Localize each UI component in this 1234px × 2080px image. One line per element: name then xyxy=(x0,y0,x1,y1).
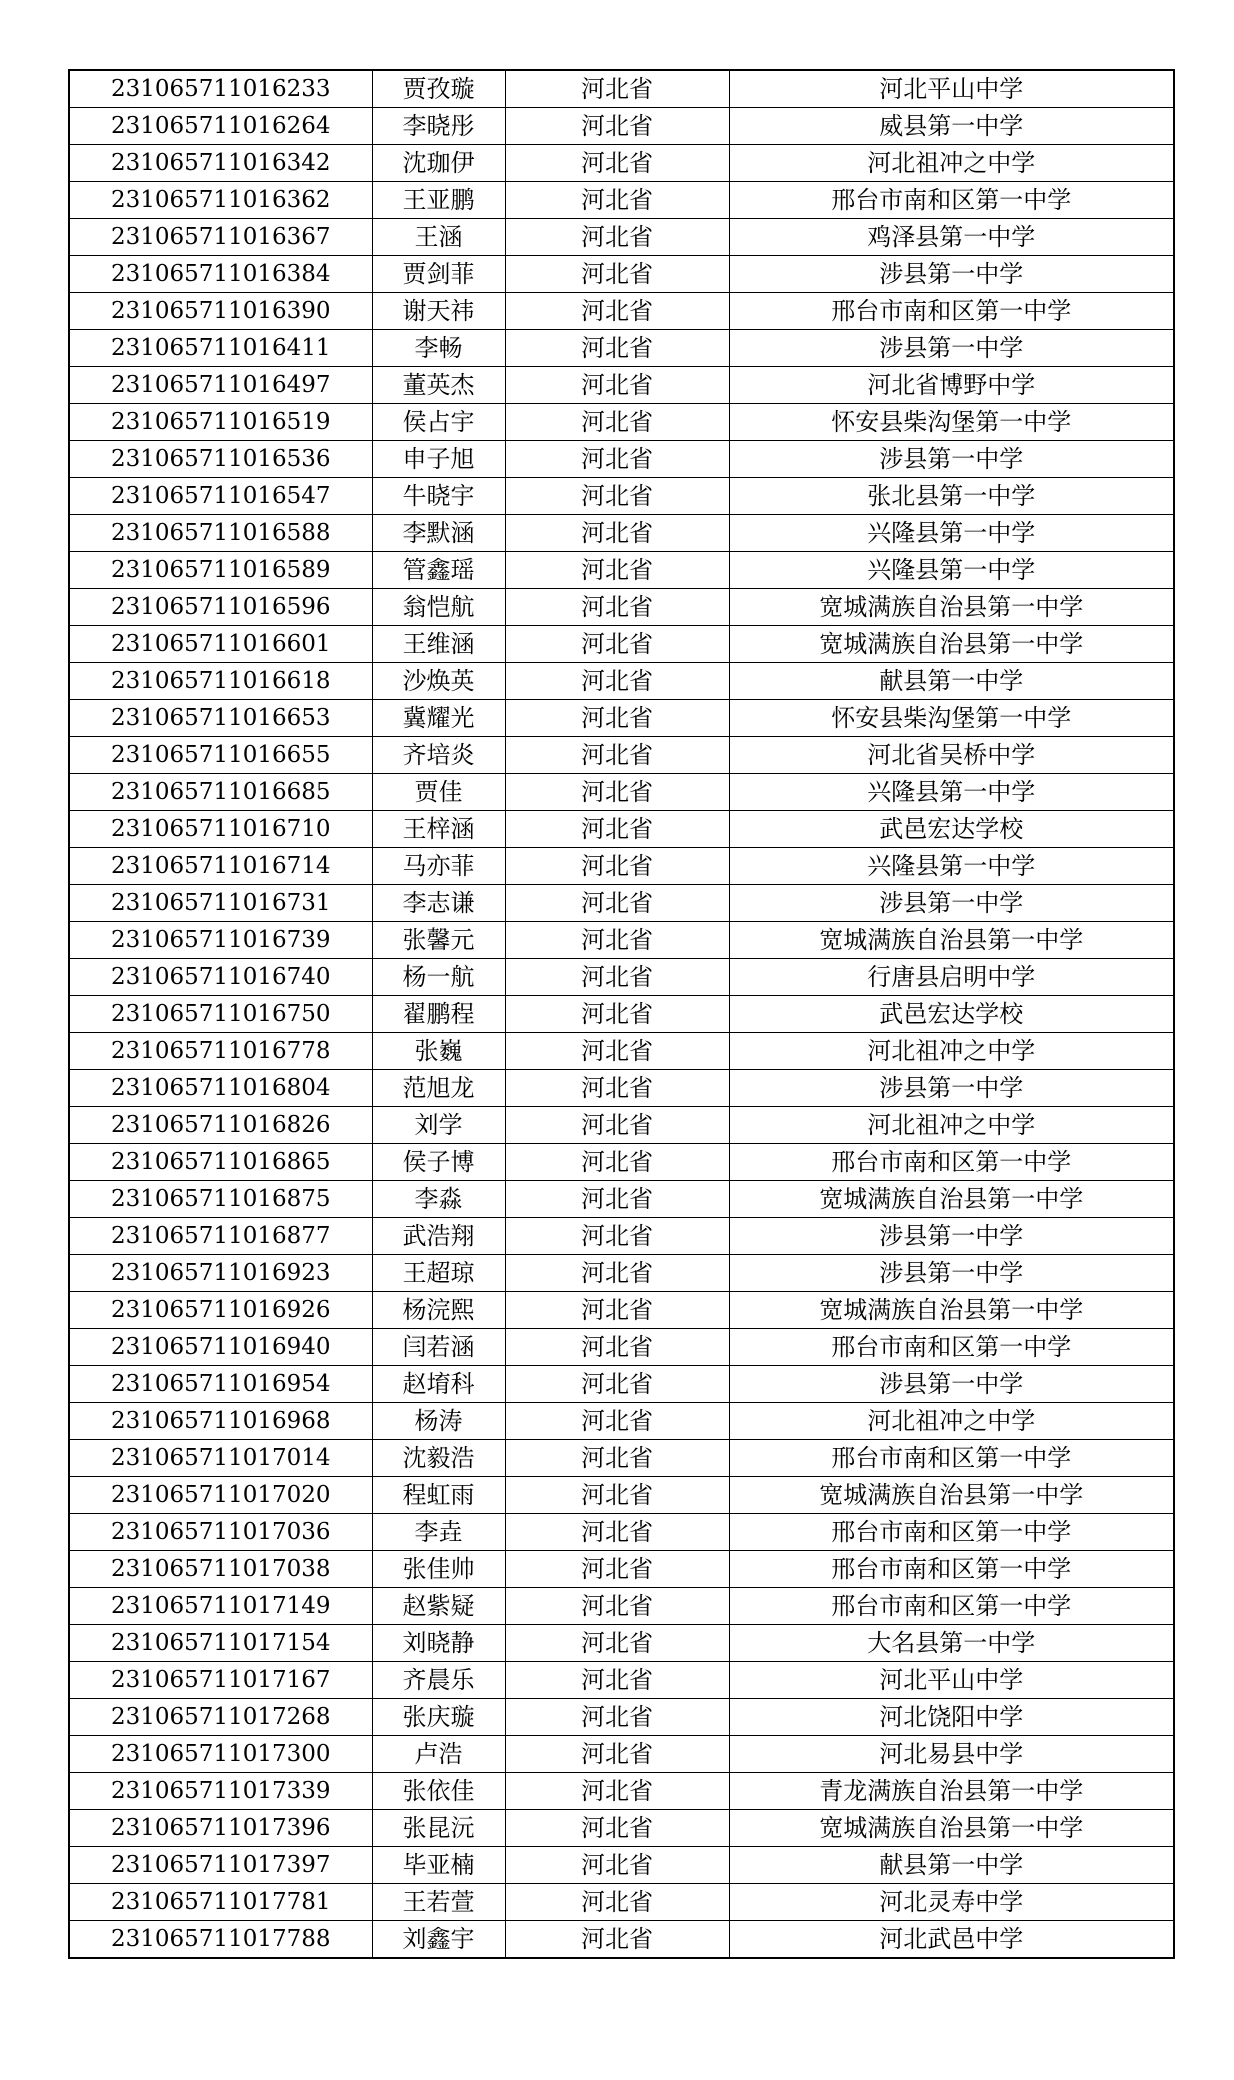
table-row xyxy=(69,1366,1174,1403)
province-cell: 河北省 xyxy=(505,1255,729,1292)
student-name-cell: 卢浩 xyxy=(372,1736,505,1773)
student-name-cell: 贾佳 xyxy=(372,774,505,811)
school-cell: 武邑宏达学校 xyxy=(729,811,1174,848)
student-name-cell: 杨涛 xyxy=(372,1403,505,1440)
province-cell: 河北省 xyxy=(505,367,729,404)
province-cell: 河北省 xyxy=(505,108,729,145)
exam-id-cell: 231065711016740 xyxy=(69,959,372,996)
table-row xyxy=(69,293,1174,330)
province-cell: 河北省 xyxy=(505,811,729,848)
table-row xyxy=(69,1329,1174,1366)
table-row xyxy=(69,256,1174,293)
table-row xyxy=(69,1181,1174,1218)
student-name-cell: 贾剑菲 xyxy=(372,256,505,293)
province-cell: 河北省 xyxy=(505,959,729,996)
table-row xyxy=(69,1403,1174,1440)
student-name-cell: 马亦菲 xyxy=(372,848,505,885)
province-cell: 河北省 xyxy=(505,1662,729,1699)
table-row xyxy=(69,108,1174,145)
student-name-cell: 刘学 xyxy=(372,1107,505,1144)
table-row xyxy=(69,70,1174,108)
school-cell: 宽城满族自治县第一中学 xyxy=(729,626,1174,663)
province-cell: 河北省 xyxy=(505,70,729,108)
school-cell: 宽城满族自治县第一中学 xyxy=(729,1810,1174,1847)
table-row xyxy=(69,1514,1174,1551)
province-cell: 河北省 xyxy=(505,404,729,441)
school-cell: 河北祖冲之中学 xyxy=(729,1033,1174,1070)
table-row xyxy=(69,848,1174,885)
school-cell: 邢台市南和区第一中学 xyxy=(729,1551,1174,1588)
province-cell: 河北省 xyxy=(505,1107,729,1144)
province-cell: 河北省 xyxy=(505,589,729,626)
school-cell: 邢台市南和区第一中学 xyxy=(729,182,1174,219)
school-cell: 兴隆县第一中学 xyxy=(729,552,1174,589)
table-row xyxy=(69,922,1174,959)
table-row xyxy=(69,1218,1174,1255)
exam-id-cell: 231065711016596 xyxy=(69,589,372,626)
school-cell: 行唐县启明中学 xyxy=(729,959,1174,996)
province-cell: 河北省 xyxy=(505,1366,729,1403)
student-name-cell: 董英杰 xyxy=(372,367,505,404)
province-cell: 河北省 xyxy=(505,1699,729,1736)
roster-table-body xyxy=(69,70,1174,1958)
school-cell: 邢台市南和区第一中学 xyxy=(729,1514,1174,1551)
school-cell: 涉县第一中学 xyxy=(729,256,1174,293)
exam-id-cell: 231065711016710 xyxy=(69,811,372,848)
table-row xyxy=(69,219,1174,256)
exam-id-cell: 231065711016384 xyxy=(69,256,372,293)
province-cell: 河北省 xyxy=(505,1440,729,1477)
province-cell: 河北省 xyxy=(505,182,729,219)
exam-id-cell: 231065711016601 xyxy=(69,626,372,663)
school-cell: 宽城满族自治县第一中学 xyxy=(729,922,1174,959)
school-cell: 涉县第一中学 xyxy=(729,1255,1174,1292)
exam-id-cell: 231065711016778 xyxy=(69,1033,372,1070)
exam-id-cell: 231065711016954 xyxy=(69,1366,372,1403)
table-row xyxy=(69,1662,1174,1699)
exam-id-cell: 231065711016390 xyxy=(69,293,372,330)
school-cell: 邢台市南和区第一中学 xyxy=(729,293,1174,330)
exam-id-cell: 231065711016411 xyxy=(69,330,372,367)
school-cell: 河北平山中学 xyxy=(729,70,1174,108)
province-cell: 河北省 xyxy=(505,885,729,922)
province-cell: 河北省 xyxy=(505,1033,729,1070)
student-name-cell: 牛晓宇 xyxy=(372,478,505,515)
province-cell: 河北省 xyxy=(505,1921,729,1959)
table-row xyxy=(69,1625,1174,1662)
exam-id-cell: 231065711017014 xyxy=(69,1440,372,1477)
province-cell: 河北省 xyxy=(505,1218,729,1255)
exam-id-cell: 231065711016264 xyxy=(69,108,372,145)
table-row xyxy=(69,1699,1174,1736)
student-name-cell: 翟鹏程 xyxy=(372,996,505,1033)
table-row xyxy=(69,811,1174,848)
table-row xyxy=(69,367,1174,404)
table-row xyxy=(69,774,1174,811)
student-name-cell: 沈毅浩 xyxy=(372,1440,505,1477)
student-name-cell: 张庆璇 xyxy=(372,1699,505,1736)
exam-id-cell: 231065711017038 xyxy=(69,1551,372,1588)
province-cell: 河北省 xyxy=(505,1514,729,1551)
student-name-cell: 谢天祎 xyxy=(372,293,505,330)
student-name-cell: 张昆沅 xyxy=(372,1810,505,1847)
province-cell: 河北省 xyxy=(505,293,729,330)
province-cell: 河北省 xyxy=(505,1884,729,1921)
exam-id-cell: 231065711016875 xyxy=(69,1181,372,1218)
province-cell: 河北省 xyxy=(505,848,729,885)
province-cell: 河北省 xyxy=(505,1588,729,1625)
province-cell: 河北省 xyxy=(505,663,729,700)
table-row xyxy=(69,1144,1174,1181)
table-row xyxy=(69,626,1174,663)
province-cell: 河北省 xyxy=(505,145,729,182)
student-name-cell: 杨一航 xyxy=(372,959,505,996)
student-name-cell: 侯子博 xyxy=(372,1144,505,1181)
student-name-cell: 张馨元 xyxy=(372,922,505,959)
school-cell: 河北省博野中学 xyxy=(729,367,1174,404)
table-row xyxy=(69,478,1174,515)
province-cell: 河北省 xyxy=(505,478,729,515)
table-row xyxy=(69,589,1174,626)
school-cell: 宽城满族自治县第一中学 xyxy=(729,589,1174,626)
exam-id-cell: 231065711017300 xyxy=(69,1736,372,1773)
province-cell: 河北省 xyxy=(505,1477,729,1514)
exam-id-cell: 231065711017154 xyxy=(69,1625,372,1662)
school-cell: 涉县第一中学 xyxy=(729,885,1174,922)
table-row xyxy=(69,959,1174,996)
school-cell: 涉县第一中学 xyxy=(729,330,1174,367)
exam-id-cell: 231065711016750 xyxy=(69,996,372,1033)
student-name-cell: 杨浣熙 xyxy=(372,1292,505,1329)
exam-id-cell: 231065711016714 xyxy=(69,848,372,885)
province-cell: 河北省 xyxy=(505,1551,729,1588)
student-name-cell: 张依佳 xyxy=(372,1773,505,1810)
exam-id-cell: 231065711016589 xyxy=(69,552,372,589)
school-cell: 河北易县中学 xyxy=(729,1736,1174,1773)
province-cell: 河北省 xyxy=(505,922,729,959)
student-name-cell: 王亚鹏 xyxy=(372,182,505,219)
exam-id-cell: 231065711016685 xyxy=(69,774,372,811)
exam-id-cell: 231065711017020 xyxy=(69,1477,372,1514)
exam-id-cell: 231065711016731 xyxy=(69,885,372,922)
province-cell: 河北省 xyxy=(505,1329,729,1366)
exam-id-cell: 231065711016877 xyxy=(69,1218,372,1255)
student-name-cell: 李畅 xyxy=(372,330,505,367)
student-name-cell: 程虹雨 xyxy=(372,1477,505,1514)
exam-id-cell: 231065711017396 xyxy=(69,1810,372,1847)
province-cell: 河北省 xyxy=(505,552,729,589)
exam-id-cell: 231065711017149 xyxy=(69,1588,372,1625)
school-cell: 河北省吴桥中学 xyxy=(729,737,1174,774)
school-cell: 河北祖冲之中学 xyxy=(729,145,1174,182)
province-cell: 河北省 xyxy=(505,1070,729,1107)
school-cell: 涉县第一中学 xyxy=(729,1070,1174,1107)
student-name-cell: 闫若涵 xyxy=(372,1329,505,1366)
table-row xyxy=(69,441,1174,478)
exam-id-cell: 231065711017268 xyxy=(69,1699,372,1736)
student-name-cell: 武浩翔 xyxy=(372,1218,505,1255)
roster-table xyxy=(68,69,1175,1959)
exam-id-cell: 231065711016826 xyxy=(69,1107,372,1144)
student-name-cell: 赵紫疑 xyxy=(372,1588,505,1625)
student-name-cell: 申子旭 xyxy=(372,441,505,478)
exam-id-cell: 231065711016926 xyxy=(69,1292,372,1329)
student-name-cell: 赵堉科 xyxy=(372,1366,505,1403)
school-cell: 宽城满族自治县第一中学 xyxy=(729,1181,1174,1218)
school-cell: 河北武邑中学 xyxy=(729,1921,1174,1959)
table-row xyxy=(69,1440,1174,1477)
table-row xyxy=(69,1736,1174,1773)
table-row xyxy=(69,1107,1174,1144)
table-row xyxy=(69,663,1174,700)
student-name-cell: 王若萱 xyxy=(372,1884,505,1921)
exam-id-cell: 231065711016536 xyxy=(69,441,372,478)
exam-id-cell: 231065711016923 xyxy=(69,1255,372,1292)
province-cell: 河北省 xyxy=(505,1625,729,1662)
exam-id-cell: 231065711016233 xyxy=(69,70,372,108)
table-row xyxy=(69,1773,1174,1810)
exam-id-cell: 231065711017781 xyxy=(69,1884,372,1921)
student-name-cell: 管鑫瑶 xyxy=(372,552,505,589)
province-cell: 河北省 xyxy=(505,1810,729,1847)
school-cell: 献县第一中学 xyxy=(729,663,1174,700)
province-cell: 河北省 xyxy=(505,1144,729,1181)
table-row xyxy=(69,737,1174,774)
school-cell: 涉县第一中学 xyxy=(729,441,1174,478)
exam-id-cell: 231065711016367 xyxy=(69,219,372,256)
exam-id-cell: 231065711017036 xyxy=(69,1514,372,1551)
exam-id-cell: 231065711016655 xyxy=(69,737,372,774)
student-name-cell: 李垚 xyxy=(372,1514,505,1551)
table-row xyxy=(69,996,1174,1033)
student-name-cell: 张佳帅 xyxy=(372,1551,505,1588)
school-cell: 怀安县柴沟堡第一中学 xyxy=(729,700,1174,737)
exam-id-cell: 231065711016653 xyxy=(69,700,372,737)
province-cell: 河北省 xyxy=(505,626,729,663)
school-cell: 武邑宏达学校 xyxy=(729,996,1174,1033)
school-cell: 大名县第一中学 xyxy=(729,1625,1174,1662)
student-name-cell: 毕亚楠 xyxy=(372,1847,505,1884)
exam-id-cell: 231065711016547 xyxy=(69,478,372,515)
table-row xyxy=(69,330,1174,367)
table-row xyxy=(69,1884,1174,1921)
student-name-cell: 李晓彤 xyxy=(372,108,505,145)
school-cell: 邢台市南和区第一中学 xyxy=(729,1588,1174,1625)
student-name-cell: 齐晨乐 xyxy=(372,1662,505,1699)
province-cell: 河北省 xyxy=(505,737,729,774)
exam-id-cell: 231065711016804 xyxy=(69,1070,372,1107)
province-cell: 河北省 xyxy=(505,1181,729,1218)
province-cell: 河北省 xyxy=(505,1773,729,1810)
exam-id-cell: 231065711016519 xyxy=(69,404,372,441)
table-row xyxy=(69,1847,1174,1884)
table-row xyxy=(69,1588,1174,1625)
student-name-cell: 冀耀光 xyxy=(372,700,505,737)
school-cell: 宽城满族自治县第一中学 xyxy=(729,1477,1174,1514)
student-name-cell: 张巍 xyxy=(372,1033,505,1070)
student-name-cell: 王超琼 xyxy=(372,1255,505,1292)
province-cell: 河北省 xyxy=(505,330,729,367)
school-cell: 河北平山中学 xyxy=(729,1662,1174,1699)
student-name-cell: 侯占宇 xyxy=(372,404,505,441)
province-cell: 河北省 xyxy=(505,219,729,256)
table-row xyxy=(69,1292,1174,1329)
table-row xyxy=(69,182,1174,219)
exam-id-cell: 231065711016618 xyxy=(69,663,372,700)
exam-id-cell: 231065711017397 xyxy=(69,1847,372,1884)
table-row xyxy=(69,1255,1174,1292)
table-row xyxy=(69,885,1174,922)
province-cell: 河北省 xyxy=(505,441,729,478)
table-row xyxy=(69,515,1174,552)
province-cell: 河北省 xyxy=(505,1403,729,1440)
student-name-cell: 沈珈伊 xyxy=(372,145,505,182)
student-name-cell: 王涵 xyxy=(372,219,505,256)
table-row xyxy=(69,145,1174,182)
exam-id-cell: 231065711016968 xyxy=(69,1403,372,1440)
exam-id-cell: 231065711016739 xyxy=(69,922,372,959)
table-row xyxy=(69,1810,1174,1847)
exam-id-cell: 231065711016362 xyxy=(69,182,372,219)
school-cell: 怀安县柴沟堡第一中学 xyxy=(729,404,1174,441)
exam-id-cell: 231065711017788 xyxy=(69,1921,372,1959)
school-cell: 河北祖冲之中学 xyxy=(729,1403,1174,1440)
school-cell: 邢台市南和区第一中学 xyxy=(729,1440,1174,1477)
student-name-cell: 齐培炎 xyxy=(372,737,505,774)
table-row xyxy=(69,1070,1174,1107)
student-name-cell: 翁恺航 xyxy=(372,589,505,626)
student-name-cell: 刘晓静 xyxy=(372,1625,505,1662)
province-cell: 河北省 xyxy=(505,1736,729,1773)
student-name-cell: 刘鑫宇 xyxy=(372,1921,505,1959)
exam-id-cell: 231065711016940 xyxy=(69,1329,372,1366)
school-cell: 兴隆县第一中学 xyxy=(729,774,1174,811)
exam-id-cell: 231065711016865 xyxy=(69,1144,372,1181)
exam-id-cell: 231065711017167 xyxy=(69,1662,372,1699)
province-cell: 河北省 xyxy=(505,1847,729,1884)
table-row xyxy=(69,1477,1174,1514)
exam-id-cell: 231065711016497 xyxy=(69,367,372,404)
school-cell: 邢台市南和区第一中学 xyxy=(729,1144,1174,1181)
student-name-cell: 李志谦 xyxy=(372,885,505,922)
school-cell: 河北饶阳中学 xyxy=(729,1699,1174,1736)
school-cell: 威县第一中学 xyxy=(729,108,1174,145)
student-name-cell: 王维涵 xyxy=(372,626,505,663)
province-cell: 河北省 xyxy=(505,515,729,552)
table-row xyxy=(69,404,1174,441)
province-cell: 河北省 xyxy=(505,996,729,1033)
exam-id-cell: 231065711017339 xyxy=(69,1773,372,1810)
student-name-cell: 李默涵 xyxy=(372,515,505,552)
school-cell: 涉县第一中学 xyxy=(729,1218,1174,1255)
school-cell: 河北祖冲之中学 xyxy=(729,1107,1174,1144)
student-name-cell: 王梓涵 xyxy=(372,811,505,848)
table-row xyxy=(69,552,1174,589)
school-cell: 河北灵寿中学 xyxy=(729,1884,1174,1921)
exam-id-cell: 231065711016342 xyxy=(69,145,372,182)
school-cell: 宽城满族自治县第一中学 xyxy=(729,1292,1174,1329)
school-cell: 涉县第一中学 xyxy=(729,1366,1174,1403)
school-cell: 邢台市南和区第一中学 xyxy=(729,1329,1174,1366)
school-cell: 兴隆县第一中学 xyxy=(729,848,1174,885)
exam-id-cell: 231065711016588 xyxy=(69,515,372,552)
school-cell: 鸡泽县第一中学 xyxy=(729,219,1174,256)
school-cell: 张北县第一中学 xyxy=(729,478,1174,515)
province-cell: 河北省 xyxy=(505,700,729,737)
table-row xyxy=(69,1033,1174,1070)
province-cell: 河北省 xyxy=(505,774,729,811)
school-cell: 献县第一中学 xyxy=(729,1847,1174,1884)
school-cell: 青龙满族自治县第一中学 xyxy=(729,1773,1174,1810)
student-name-cell: 李淼 xyxy=(372,1181,505,1218)
table-row xyxy=(69,1551,1174,1588)
student-name-cell: 沙焕英 xyxy=(372,663,505,700)
table-row xyxy=(69,700,1174,737)
table-row xyxy=(69,1921,1174,1959)
school-cell: 兴隆县第一中学 xyxy=(729,515,1174,552)
province-cell: 河北省 xyxy=(505,256,729,293)
student-name-cell: 贾孜璇 xyxy=(372,70,505,108)
student-name-cell: 范旭龙 xyxy=(372,1070,505,1107)
province-cell: 河北省 xyxy=(505,1292,729,1329)
